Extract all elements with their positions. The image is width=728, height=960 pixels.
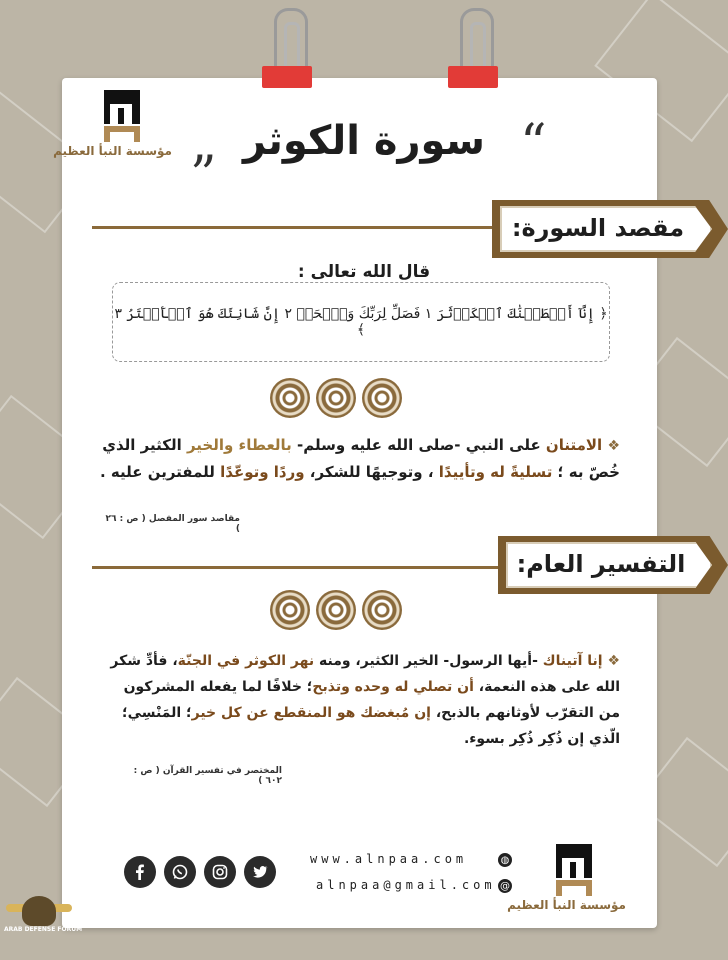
highlight-text: أن تصلي له وحده وتذبح [312, 679, 474, 695]
globe-icon: ◍ [498, 853, 512, 867]
paper-clip-right [448, 8, 504, 92]
highlight-text: نهر الكوثر في الجنّة [177, 653, 315, 669]
divider-line [92, 226, 512, 229]
open-quote-icon: “ [520, 114, 547, 174]
body-text: للمفترين عليه . [99, 463, 221, 481]
section-title-purpose: مقصد السورة: [511, 214, 685, 242]
verse-box [112, 282, 610, 362]
section-title-tafsir: التفسير العام: [516, 550, 686, 578]
logo-text: مؤسسة النبأ العظيم [53, 144, 172, 158]
ornament-row [270, 590, 402, 630]
body-text: على النبي -صلى الله عليه وسلم- [291, 436, 546, 454]
emblem-icon [22, 896, 56, 926]
highlight-text: بالعطاء والخير [186, 436, 292, 454]
purpose-paragraph [100, 432, 620, 485]
rosette-icon [362, 378, 402, 418]
logo-mark-icon [546, 842, 602, 898]
divider-line [92, 566, 512, 569]
highlight-text: الامتنان [545, 436, 603, 454]
quran-verse: ﴿ إِنَّآ أَعۡطَيۡنَٰكَ ٱلۡكَوۡثَرَ ١ فَصَلِّ لِرَبِّكَ وَٱنۡحَرۡ ٢ إِنَّ شَانِئَكَ هُوَ ٱلۡأَبۡتَرُ ٣ ﴾ [114, 306, 608, 338]
body-text: ، فأدِّ شكر الله على هذه النعمة، [110, 653, 620, 695]
highlight-text: إنا آتيناك [542, 653, 603, 669]
body-text: ؛ خلافًا لما يفعله المشركون من التقرّب لأوثانهم بالذبح، [123, 679, 620, 721]
logo-text: مؤسسة النبأ العظيم [507, 898, 626, 912]
verse-intro: قال الله تعالى : [297, 262, 431, 282]
source-citation: المختصر في تفسير القرآن ( ص : ٦٠٢ ) [133, 766, 282, 786]
body-text: ؛ المَنْسِي؛ الّذي إن ذُكِر ذُكِر بسوء. [121, 705, 620, 747]
rosette-icon [270, 378, 310, 418]
close-quote-icon: ” [190, 146, 217, 206]
twitter-icon[interactable] [244, 856, 276, 888]
watermark-text: ARAB DEFENSE FORUM [4, 926, 83, 933]
email-link[interactable]: alnpaa@gmail.com [316, 878, 496, 892]
bullet-icon: ❖ [607, 653, 620, 669]
highlight-text: وردًا وتوعّدًا [220, 463, 305, 481]
highlight-text: تسليةً له وتأييدًا [438, 463, 553, 481]
rosette-icon [316, 378, 356, 418]
rosette-icon [270, 590, 310, 630]
forum-watermark [4, 892, 83, 956]
body-text: -أيها الرسول- الخير الكثير، ومنه [314, 653, 543, 669]
page-title: سورة الكوثر [243, 118, 485, 164]
body-text: الكثير الذي خُصّ به ؛ [102, 436, 620, 481]
rosette-icon [362, 590, 402, 630]
body-text: ، وتوجيهًا للشكر، [304, 463, 439, 481]
whatsapp-icon[interactable] [164, 856, 196, 888]
org-logo-footer [507, 842, 626, 912]
tafsir-paragraph [100, 648, 620, 752]
facebook-icon[interactable] [124, 856, 156, 888]
social-links [124, 856, 276, 888]
at-icon: @ [500, 880, 510, 892]
source-citation: مقاصد سور المفصل ( ص : ٢٦ ) [105, 514, 240, 534]
rosette-icon [316, 590, 356, 630]
ornament-row [270, 378, 402, 418]
highlight-text: إن مُبغضك هو المنقطع عن كل خير [191, 705, 431, 721]
website-link[interactable]: www.alnpaa.com [310, 852, 468, 866]
paper-clip-left [262, 8, 318, 92]
instagram-icon[interactable] [204, 856, 236, 888]
bullet-icon: ❖ [607, 438, 620, 454]
